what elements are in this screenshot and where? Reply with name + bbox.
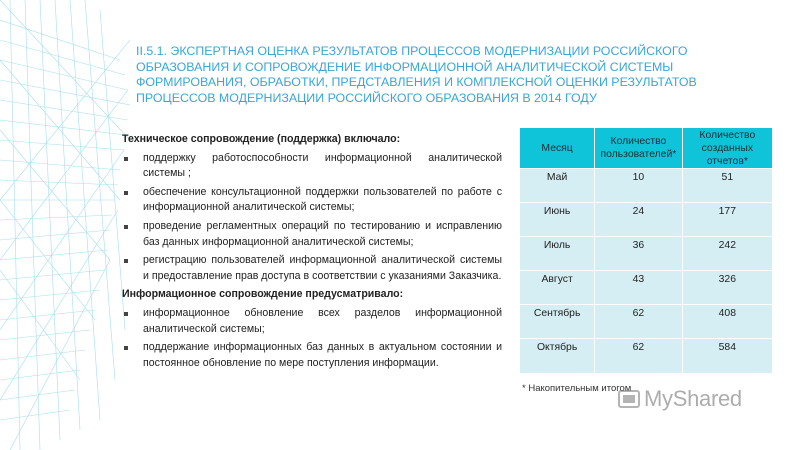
table-row <box>520 169 772 203</box>
cell-reports: 408 <box>682 305 772 339</box>
column-header-reports: Количество созданных отчетов* <box>682 128 772 169</box>
cell-users: 43 <box>595 271 682 305</box>
list-item: информационное обновление всех разделов информационной аналитической системы; <box>122 306 502 337</box>
page-title: II.5.1. ЭКСПЕРТНАЯ ОЦЕНКА РЕЗУЛЬТАТОВ ПРОЦЕССОВ МОДЕРНИЗАЦИИ РОССИЙСКОГО ОБРАЗОВАНИЯ И СОПРОВОЖДЕНИЕ ИНФОРМАЦИОННОЙ АНАЛИТИЧЕСКОЙ СИСТЕМЫ ФОРМИРОВАНИЯ, ОБРАБОТКИ, ПРЕДСТАВЛЕНИЯ И КОМПЛЕКСНОЙ ОЦЕНКИ РЕЗУЛЬТАТОВ ПРОЦЕССОВ МОДЕРНИЗАЦИИ РОССИЙСКОГО ОБРАЗОВАНИЯ В 2014 ГОДУ <box>136 44 697 105</box>
list-item: обеспечение консультационной поддержки пользователей по работе с информационной аналитической системы; <box>122 185 502 216</box>
bullet-icon <box>124 225 128 229</box>
bullet-icon <box>124 191 128 195</box>
decorative-wireframe <box>0 0 140 450</box>
tech-support-list <box>122 151 502 285</box>
watermark-text: MyShared <box>644 386 742 411</box>
cell-month: Август <box>520 271 595 305</box>
bullet-icon <box>124 312 128 316</box>
bullet-icon <box>124 157 128 161</box>
cell-month: Июль <box>520 237 595 271</box>
usage-table-container <box>520 128 772 373</box>
table-row <box>520 339 772 373</box>
table-row <box>520 237 772 271</box>
usage-table <box>520 128 772 373</box>
cell-reports: 51 <box>682 169 772 203</box>
cell-users: 24 <box>595 203 682 237</box>
cell-month: Сентябрь <box>520 305 595 339</box>
table-header-row <box>520 128 772 169</box>
cell-month: Июнь <box>520 203 595 237</box>
info-support-heading: Информационное сопровождение предусматривало: <box>122 288 404 301</box>
cell-reports: 584 <box>682 339 772 373</box>
list-item: поддержание информационных баз данных в актуальном состоянии и постоянное обновление по мере поступления информации. <box>122 340 502 371</box>
bullet-icon <box>124 346 128 350</box>
cell-reports: 242 <box>682 237 772 271</box>
column-header-month: Месяц <box>520 128 595 169</box>
watermark-logo-icon <box>618 388 640 410</box>
tech-support-heading: Техническое сопровождение (поддержка) включало: <box>122 133 401 145</box>
cell-reports: 326 <box>682 271 772 305</box>
support-description <box>122 132 502 374</box>
watermark <box>618 386 742 412</box>
cell-reports: 177 <box>682 203 772 237</box>
cell-users: 62 <box>595 305 682 339</box>
info-support-list <box>122 306 502 371</box>
cell-users: 10 <box>595 169 682 203</box>
cell-users: 36 <box>595 237 682 271</box>
list-item: поддержку работоспособности информационной аналитической системы ; <box>122 151 502 182</box>
cell-month: Май <box>520 169 595 203</box>
table-row <box>520 203 772 237</box>
bullet-icon <box>124 259 128 263</box>
table-row <box>520 271 772 305</box>
list-item: проведение регламентных операций по тестированию и исправлению баз данных информационной аналитической системы; <box>122 219 502 250</box>
table-footnote: * Накопительным итогом <box>522 383 632 394</box>
list-item: регистрацию пользователей информационной аналитической системы и предоставление прав доступа в соответствии с указаниями Заказчика. <box>122 253 502 284</box>
cell-users: 62 <box>595 339 682 373</box>
table-row <box>520 305 772 339</box>
cell-month: Октябрь <box>520 339 595 373</box>
column-header-users: Количество пользователей* <box>595 128 682 169</box>
